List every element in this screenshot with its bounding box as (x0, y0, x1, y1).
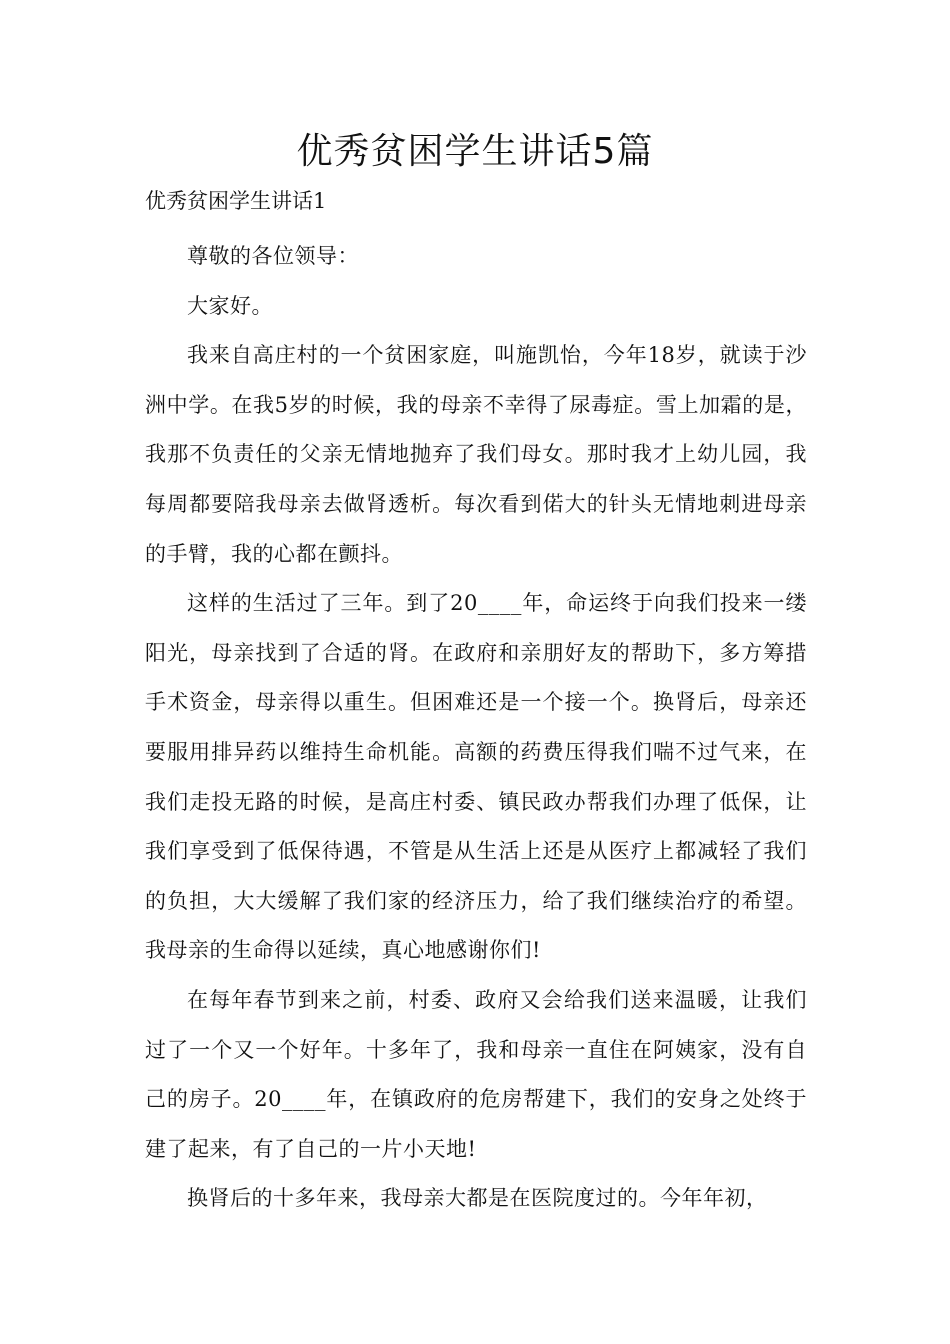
paragraph-greeting: 大家好。 (187, 293, 273, 318)
paragraph-new-house: 在每年春节到来之前，村委、政府又会给我们送来温暖，让我们过了一个又一个好年。十多年了，我和母亲一直住在阿姨家，没有自己的房子。20____年，在镇政府的危房帮建下，我们的安身之处终于建了起来，有了自己的一片小天地! (145, 987, 807, 1161)
paragraph-family-background: 我来自高庄村的一个贫困家庭，叫施凯怡，今年18岁，就读于沙洲中学。在我5岁的时候，我的母亲不幸得了尿毒症。雪上加霜的是，我那不负责任的父亲无情地抛弃了我们母女。那时我才上幼儿园，我每周都要陪我母亲去做肾透析。每次看到偌大的针头无情地刺进母亲的手臂，我的心都在颤抖。 (145, 343, 807, 566)
paragraph-kidney-transplant: 这样的生活过了三年。到了20____年，命运终于向我们投来一缕阳光，母亲找到了合适的肾。在政府和亲朋好友的帮助下，多方筹措手术资金，母亲得以重生。但困难还是一个接一个。换肾后，母亲还要服用排异药以维持生命机能。高额的药费压得我们喘不过气来，在我们走投无路的时候，是高庄村委、镇民政办帮我们办理了低保，让我们享受到了低保待遇，不管是从生活上还是从医疗上都减轻了我们的负担，大大缓解了我们家的经济压力，给了我们继续治疗的希望。我母亲的生命得以延续，真心地感谢你们! (145, 591, 807, 963)
document-body (145, 232, 807, 1224)
paragraph-hospital-years: 换肾后的十多年来，我母亲大都是在医院度过的。今年年初， (187, 1186, 768, 1211)
document-title: 优秀贫困学生讲话5篇 (296, 131, 654, 172)
paragraph-salutation: 尊敬的各位领导： (187, 244, 359, 268)
section-heading: 优秀贫困学生讲话1 (145, 189, 327, 213)
